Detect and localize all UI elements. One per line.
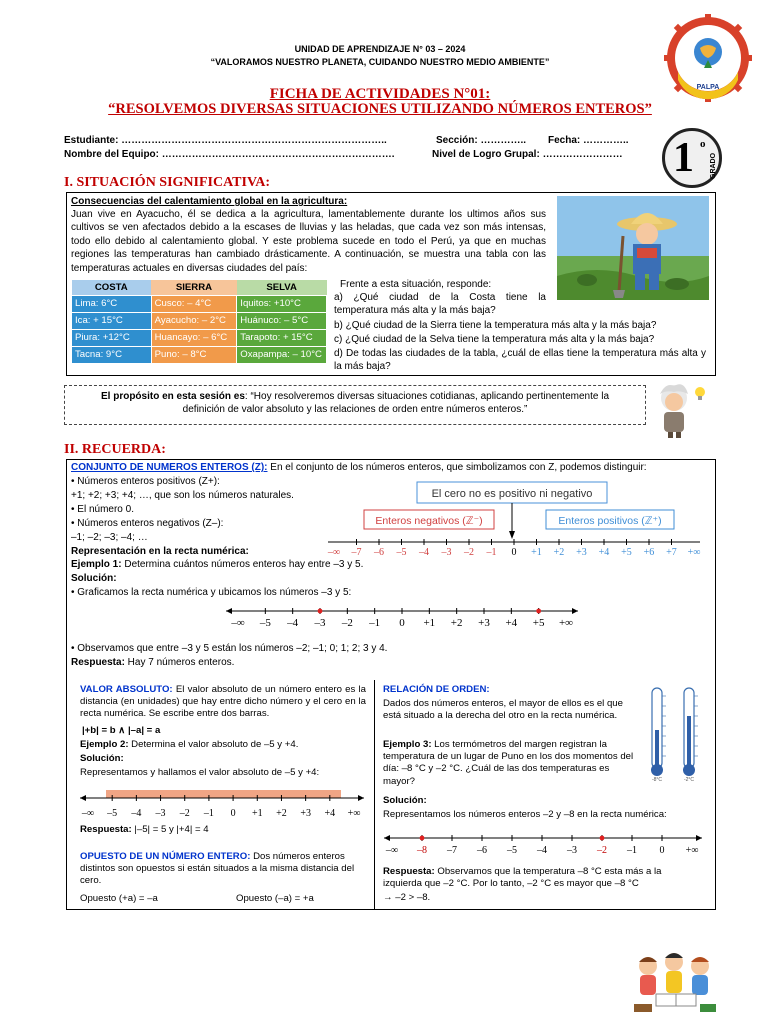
number-line-example-1 bbox=[222, 604, 582, 634]
solution-label-2: Solución: bbox=[80, 753, 124, 764]
opposite-definition bbox=[80, 851, 366, 888]
order-title: RELACIÓN DE ORDEN: bbox=[383, 684, 490, 695]
tick-label: –8 bbox=[417, 845, 427, 856]
worksheet-title: FICHA DE ACTIVIDADES N°01: bbox=[269, 86, 491, 102]
tick-label: –4 bbox=[537, 845, 547, 856]
tick-label: –∞ bbox=[231, 617, 245, 629]
grade-number: 1 bbox=[673, 135, 694, 181]
example-3-step: Representamos los números enteros –2 y –8 en la recta numérica: bbox=[383, 809, 667, 820]
tick-label: +∞ bbox=[685, 845, 699, 856]
example-3-answer bbox=[383, 866, 693, 890]
highlight-point bbox=[600, 836, 605, 841]
questions-intro: Frente a esta situación, responde: bbox=[340, 279, 492, 290]
tick-label: –7 bbox=[351, 547, 362, 558]
highlight-point bbox=[318, 609, 323, 614]
tick-label: +2 bbox=[450, 617, 463, 629]
example-3-label: Ejemplo 3: bbox=[383, 739, 432, 750]
purpose-box bbox=[64, 385, 646, 425]
tick-label: –4 bbox=[131, 808, 142, 819]
answer-label-3: Respuesta: bbox=[383, 866, 435, 877]
tick-label: +3 bbox=[300, 808, 311, 819]
tick-label: +2 bbox=[553, 547, 565, 558]
table-cell: Tarapoto: + 15°C bbox=[237, 329, 327, 346]
absolute-value-title: VALOR ABSOLUTO: bbox=[80, 684, 173, 695]
school-logo bbox=[664, 14, 752, 102]
tick-label: –5 bbox=[396, 547, 407, 558]
column-divider bbox=[374, 680, 375, 910]
solution-label: Solución: bbox=[71, 573, 117, 584]
example-1-label: Ejemplo 1: bbox=[71, 559, 122, 570]
tick-label: +4 bbox=[598, 547, 610, 558]
tick-label: –2 bbox=[179, 808, 190, 819]
tick-label: –∞ bbox=[385, 845, 399, 856]
absolute-value-formula: |+b| = b ∧ |–a| = a bbox=[82, 725, 161, 736]
opposite-formula-1: Opuesto (+a) = –a bbox=[80, 893, 158, 904]
positive-list: +1; +2; +3; +4; …, que son los números naturales. bbox=[71, 490, 294, 501]
number-line-order bbox=[380, 832, 706, 860]
tick-label: –6 bbox=[477, 845, 487, 856]
tick-label: –∞ bbox=[81, 808, 95, 819]
example-2-answer bbox=[80, 824, 209, 836]
table-cell: Ayacucho: – 2°C bbox=[151, 312, 237, 329]
grade-badge bbox=[662, 128, 722, 188]
order-text: Dados dos números enteros, el mayor de ellos es el que está situado a la derecha del otro en la recta numérica. bbox=[383, 698, 623, 722]
tick-label: –6 bbox=[374, 547, 384, 558]
tick-label: –3 bbox=[155, 808, 166, 819]
table-row bbox=[72, 295, 327, 312]
tick-label: +2 bbox=[276, 808, 287, 819]
table-cell: Iquitos: +10°C bbox=[237, 295, 327, 312]
example-2-label: Ejemplo 2: bbox=[80, 739, 129, 750]
zero-item: • El número 0. bbox=[71, 504, 134, 515]
tick-label: +3 bbox=[478, 617, 490, 629]
question-a: a) ¿Qué ciudad de la Costa tiene la temperatura más alta y la más baja? bbox=[334, 292, 546, 317]
tick-label: –4 bbox=[287, 617, 299, 629]
example-3 bbox=[383, 739, 641, 788]
purpose-text bbox=[65, 386, 645, 417]
table-row bbox=[72, 346, 327, 363]
example-2-step: Representamos y hallamos el valor absoluto de –5 y +4: bbox=[80, 767, 320, 778]
tick-label: +1 bbox=[531, 547, 542, 558]
einstein-illustration bbox=[648, 380, 710, 438]
number-line-absolute-value bbox=[76, 788, 368, 822]
thermometer-2 bbox=[683, 688, 698, 782]
table-cell: Huancayo: – 6°C bbox=[151, 329, 237, 346]
answer-label-2: Respuesta: bbox=[80, 824, 132, 835]
table-header-selva: SELVA bbox=[237, 280, 327, 295]
tick-label: –3 bbox=[441, 547, 452, 558]
absolute-value-text: El valor absoluto de un número entero es la distancia (en unidades) que hay entre dicho número y el cero en la recta numérica. Se escribe entre dos barras. bbox=[80, 684, 367, 720]
situation-subtitle: Consecuencias del calentamiento global en la agricultura: bbox=[71, 196, 348, 207]
absolute-value-definition bbox=[80, 684, 366, 721]
tick-label: 0 bbox=[659, 845, 665, 856]
example-2 bbox=[80, 739, 298, 751]
negative-list: –1; –2; –3; –4; … bbox=[71, 532, 148, 543]
tick-label: –2 bbox=[597, 845, 607, 856]
grade-word: GRADO bbox=[710, 152, 717, 179]
table-header-costa: COSTA bbox=[72, 280, 152, 295]
example-2-text: Determina el valor absoluto de –5 y +4. bbox=[128, 739, 299, 750]
tick-label: –7 bbox=[447, 845, 457, 856]
section-field[interactable]: Sección: ………….. bbox=[436, 135, 527, 146]
tick-label: –5 bbox=[107, 808, 118, 819]
logo-text: PALPA bbox=[696, 84, 720, 91]
question-c: c) ¿Qué ciudad de la Selva tiene la temperatura más alta y la más baja? bbox=[334, 334, 655, 345]
answer-text: Hay 7 números enteros. bbox=[124, 657, 235, 668]
tick-label: +5 bbox=[532, 617, 545, 629]
team-field[interactable]: Nombre del Equipo: ……………………………………………………………. bbox=[64, 149, 395, 160]
table-cell: Oxapampa: – 10°C bbox=[237, 346, 327, 363]
positive-label: • Números enteros positivos (Z+): bbox=[71, 476, 220, 487]
table-row bbox=[72, 312, 327, 329]
table-header-sierra: SIERRA bbox=[151, 280, 237, 295]
tick-label: +4 bbox=[505, 617, 518, 629]
tick-label: +3 bbox=[576, 547, 587, 558]
tick-label: –∞ bbox=[327, 547, 341, 558]
kids-illustration bbox=[630, 948, 720, 1014]
tick-label: +1 bbox=[423, 617, 436, 629]
highlight-point bbox=[420, 836, 425, 841]
thermometer-2-label: -2°C bbox=[683, 777, 695, 782]
thermometers bbox=[646, 686, 708, 782]
tick-label: +∞ bbox=[347, 808, 361, 819]
tick-label: –4 bbox=[419, 547, 429, 558]
worksheet-subtitle: “RESOLVEMOS DIVERSAS SITUACIONES UTILIZANDO NÚMEROS ENTEROS” bbox=[108, 101, 652, 117]
tick-label: –2 bbox=[341, 617, 353, 629]
question-b: b) ¿Qué ciudad de la Sierra tiene la temperatura más alta y la más baja? bbox=[334, 320, 657, 331]
purpose-body: : “Hoy resolveremos diversas situaciones cotidianas, aplicando pertinentemente la definición de valor absoluto y las relaciones de orden entre números enteros.” bbox=[182, 391, 609, 416]
answer-text-3: Observamos que la temperatura –8 °C esta más a la izquierda que –2 °C. Por lo tanto, –2 °C es mayor que –8 °C bbox=[383, 866, 662, 890]
tick-label: –2 bbox=[464, 547, 474, 558]
example-1-text: Determina cuántos números enteros hay entre –3 y 5. bbox=[121, 559, 364, 570]
solution-label-3: Solución: bbox=[383, 795, 427, 806]
table-cell: Ica: + 15°C bbox=[72, 312, 152, 329]
table-cell: Cusco: – 4°C bbox=[151, 295, 237, 312]
tick-label: –5 bbox=[259, 617, 271, 629]
table-cell: Tacna: 9°C bbox=[72, 346, 152, 363]
tick-label: +∞ bbox=[687, 547, 701, 558]
group-level-field[interactable]: Nivel de Logro Grupal: …………………… bbox=[432, 149, 623, 160]
opposite-formula-2: Opuesto (–a) = +a bbox=[236, 893, 314, 904]
temperature-table bbox=[71, 280, 327, 364]
representation-title: Representación en la recta numérica: bbox=[71, 546, 249, 557]
thermometer-1 bbox=[651, 688, 666, 782]
negative-box-text: Enteros negativos (ℤ⁻) bbox=[375, 515, 483, 527]
table-cell: Lima: 6°C bbox=[72, 295, 152, 312]
thermometer-1-label: -8°C bbox=[651, 777, 663, 782]
example-1-observation: • Observamos que entre –3 y 5 están los números –2; –1; 0; 1; 2; 3 y 4. bbox=[71, 643, 388, 654]
table-cell: Puno: – 8°C bbox=[151, 346, 237, 363]
answer-text-2: |–5| = 5 y |+4| = 4 bbox=[131, 824, 209, 835]
tick-label: +1 bbox=[251, 808, 263, 819]
tick-label: –5 bbox=[507, 845, 517, 856]
grade-superscript: o bbox=[700, 138, 706, 150]
student-field[interactable]: Estudiante: …………………………………………………………………….. bbox=[64, 135, 387, 146]
section-recall-heading: II. RECUERDA: bbox=[64, 442, 166, 457]
tick-label: 0 bbox=[230, 808, 236, 819]
tick-label: +7 bbox=[666, 547, 677, 558]
example-1 bbox=[71, 558, 363, 571]
tick-label: –3 bbox=[567, 845, 577, 856]
tick-label: +∞ bbox=[558, 617, 574, 629]
answer-label: Respuesta: bbox=[71, 657, 125, 668]
table-cell: Huánuco: – 5°C bbox=[237, 312, 327, 329]
tick-label: +6 bbox=[643, 547, 655, 558]
purpose-label: El propósito en esta sesión es bbox=[100, 391, 245, 402]
integer-set-text: En el conjunto de los números enteros, que simbolizamos con Z, podemos distinguir: bbox=[267, 462, 647, 473]
integer-set-title: CONJUNTO DE NUMEROS ENTEROS (Z): bbox=[71, 462, 268, 473]
negative-label: • Números enteros negativos (Z–): bbox=[71, 518, 224, 529]
tick-label: –1 bbox=[627, 845, 637, 856]
tick-label: 0 bbox=[399, 617, 405, 629]
opposite-title: OPUESTO DE UN NÚMERO ENTERO: bbox=[80, 851, 251, 862]
highlight-point bbox=[536, 609, 541, 614]
example-3-conclusion: → –2 > –8. bbox=[383, 892, 431, 903]
example-1-step: • Graficamos la recta numérica y ubicamos los números –3 y 5: bbox=[71, 587, 352, 598]
tick-label: +4 bbox=[324, 808, 336, 819]
tick-label: +5 bbox=[621, 547, 632, 558]
table-row bbox=[72, 329, 327, 346]
example-1-answer bbox=[71, 656, 234, 669]
unit-title: UNIDAD DE APRENDIZAJE N° 03 – 2024 bbox=[294, 44, 466, 54]
farmer-illustration bbox=[557, 196, 709, 300]
integer-classification-diagram bbox=[324, 479, 714, 561]
section-situation-heading: I. SITUACIÓN SIGNIFICATIVA: bbox=[64, 175, 271, 190]
question-d: d) De todas las ciudades de la tabla, ¿cuál de ellas tiene la temperatura más alta y la más baja? bbox=[334, 348, 706, 373]
positive-box-text: Enteros positivos (ℤ⁺) bbox=[558, 515, 662, 527]
date-field[interactable]: Fecha: ………….. bbox=[548, 135, 629, 146]
example-3-text: Los termómetros del margen registran la temperatura de un lugar de Puno en los dos momentos del día: –8 °C y –2 °C. ¿Cuál de las dos temperaturas es mayor? bbox=[383, 739, 634, 787]
tick-label: –1 bbox=[369, 617, 381, 629]
opposite-text: Dos números enteros distintos son opuestos si están situados a la misma distancia del cero. bbox=[80, 851, 355, 887]
unit-subtitle: “VALORAMOS NUESTRO PLANETA, CUIDANDO NUESTRO MEDIO AMBIENTE” bbox=[210, 57, 550, 67]
situation-paragraph: Juan vive en Ayacucho, él se dedica a la agricultura, lamentablemente durante los ultimos años sus cultivos se ven afectados debido a la escases de lluvias y las heladas, que cada vez son más intensas, todo ello debido al calentamiento global. Y este problema sucede en todo el Perú, ya que en muchas regiones las temperaturas han cambiado drásticamente. A continuación, se muestra una tabla con las temperaturas actuales en diversas ciudades del país: bbox=[71, 209, 546, 274]
zero-box-text: El cero no es positivo ni negativo bbox=[431, 488, 593, 500]
integer-set-intro bbox=[71, 461, 711, 474]
tick-label: 0 bbox=[511, 547, 517, 558]
tick-label: –1 bbox=[203, 808, 214, 819]
table-cell: Piura: +12°C bbox=[72, 329, 152, 346]
tick-label: –3 bbox=[314, 617, 326, 629]
tick-label: –1 bbox=[486, 547, 497, 558]
